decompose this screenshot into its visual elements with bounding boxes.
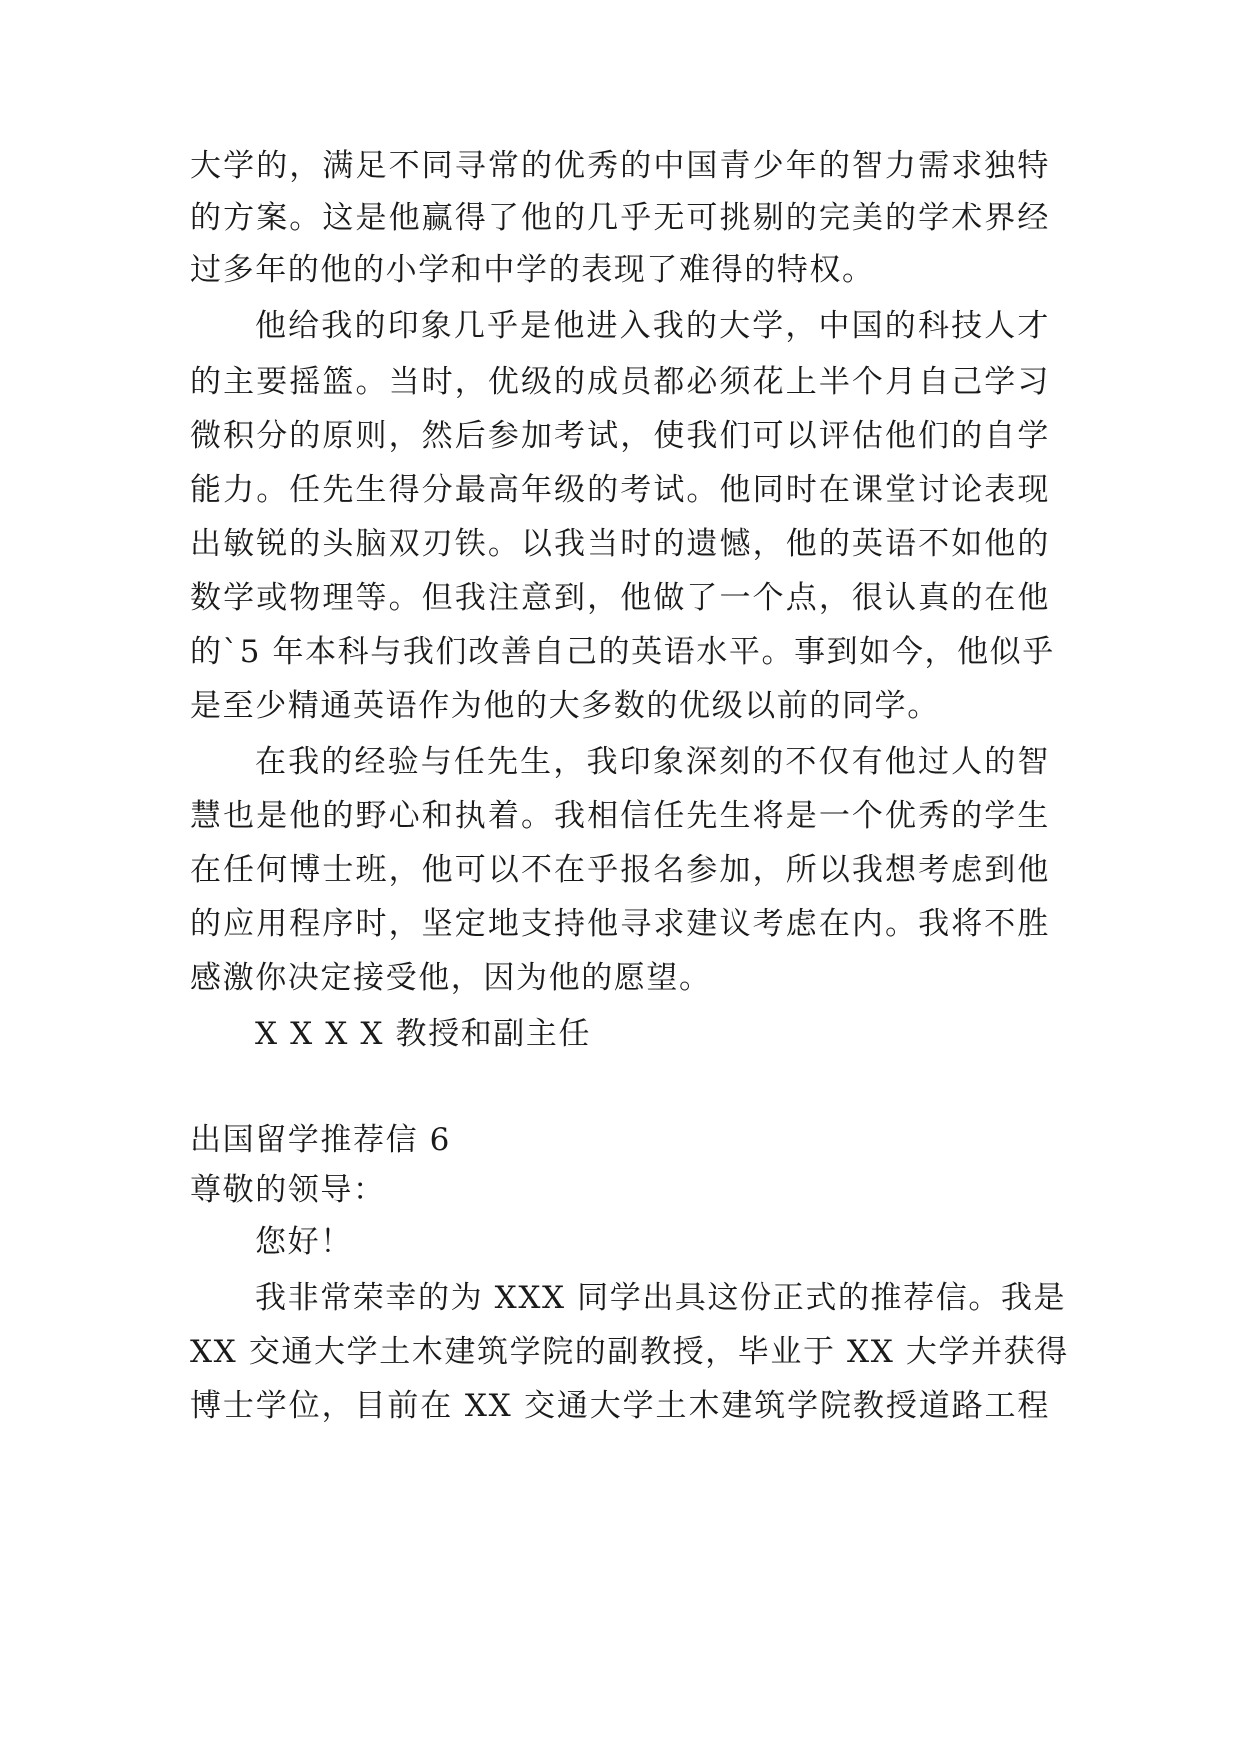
- body-text-line: 大学的，满足不同寻常的优秀的中国青少年的智力需求独特: [190, 148, 1050, 184]
- body-text-line: 的应用程序时，坚定地支持他寻求建议考虑在内。我将不胜: [190, 906, 1050, 942]
- body-text-line: 数学或物理等。但我注意到，他做了一个点，很认真的在他: [190, 580, 1050, 616]
- body-text-line: 慧也是他的野心和执着。我相信任先生将是一个优秀的学生: [190, 798, 1050, 834]
- paragraph-first-line: 在我的经验与任先生，我印象深刻的不仅有他过人的智: [255, 744, 1050, 780]
- signature-line: X X X X 教授和副主任: [255, 1016, 592, 1052]
- body-text-line: XX 交通大学土木建筑学院的副教授，毕业于 XX 大学并获得: [190, 1334, 1069, 1370]
- body-text-line: 能力。任先生得分最高年级的考试。他同时在课堂讨论表现: [190, 472, 1050, 508]
- salutation: 尊敬的领导：: [190, 1172, 386, 1208]
- body-text-line: 的`5 年本科与我们改善自己的英语水平。事到如今，他似乎: [190, 634, 1055, 670]
- body-text-line: 博士学位，目前在 XX 交通大学土木建筑学院教授道路工程: [190, 1388, 1050, 1424]
- body-text-line: 微积分的原则，然后参加考试，使我们可以评估他们的自学: [190, 418, 1050, 454]
- greeting: 您好！: [255, 1224, 353, 1260]
- body-text-line: 是至少精通英语作为他的大多数的优级以前的同学。: [190, 688, 940, 724]
- paragraph-first-line: 我非常荣幸的为 XXX 同学出具这份正式的推荐信。我是: [255, 1280, 1067, 1316]
- paragraph-first-line: 他给我的印象几乎是他进入我的大学，中国的科技人才: [255, 308, 1050, 344]
- body-text-line: 过多年的他的小学和中学的表现了难得的特权。: [190, 252, 875, 288]
- body-text-line: 的主要摇篮。当时，优级的成员都必须花上半个月自己学习: [190, 364, 1050, 400]
- body-text-line: 感激你决定接受他，因为他的愿望。: [190, 960, 712, 996]
- body-text-line: 的方案。这是他赢得了他的几乎无可挑剔的完美的学术界经: [190, 200, 1050, 236]
- body-text-line: 在任何博士班，他可以不在乎报名参加，所以我想考虑到他: [190, 852, 1050, 888]
- section-heading: 出国留学推荐信 6: [190, 1122, 451, 1158]
- body-text-line: 出敏锐的头脑双刃铁。以我当时的遗憾，他的英语不如他的: [190, 526, 1050, 562]
